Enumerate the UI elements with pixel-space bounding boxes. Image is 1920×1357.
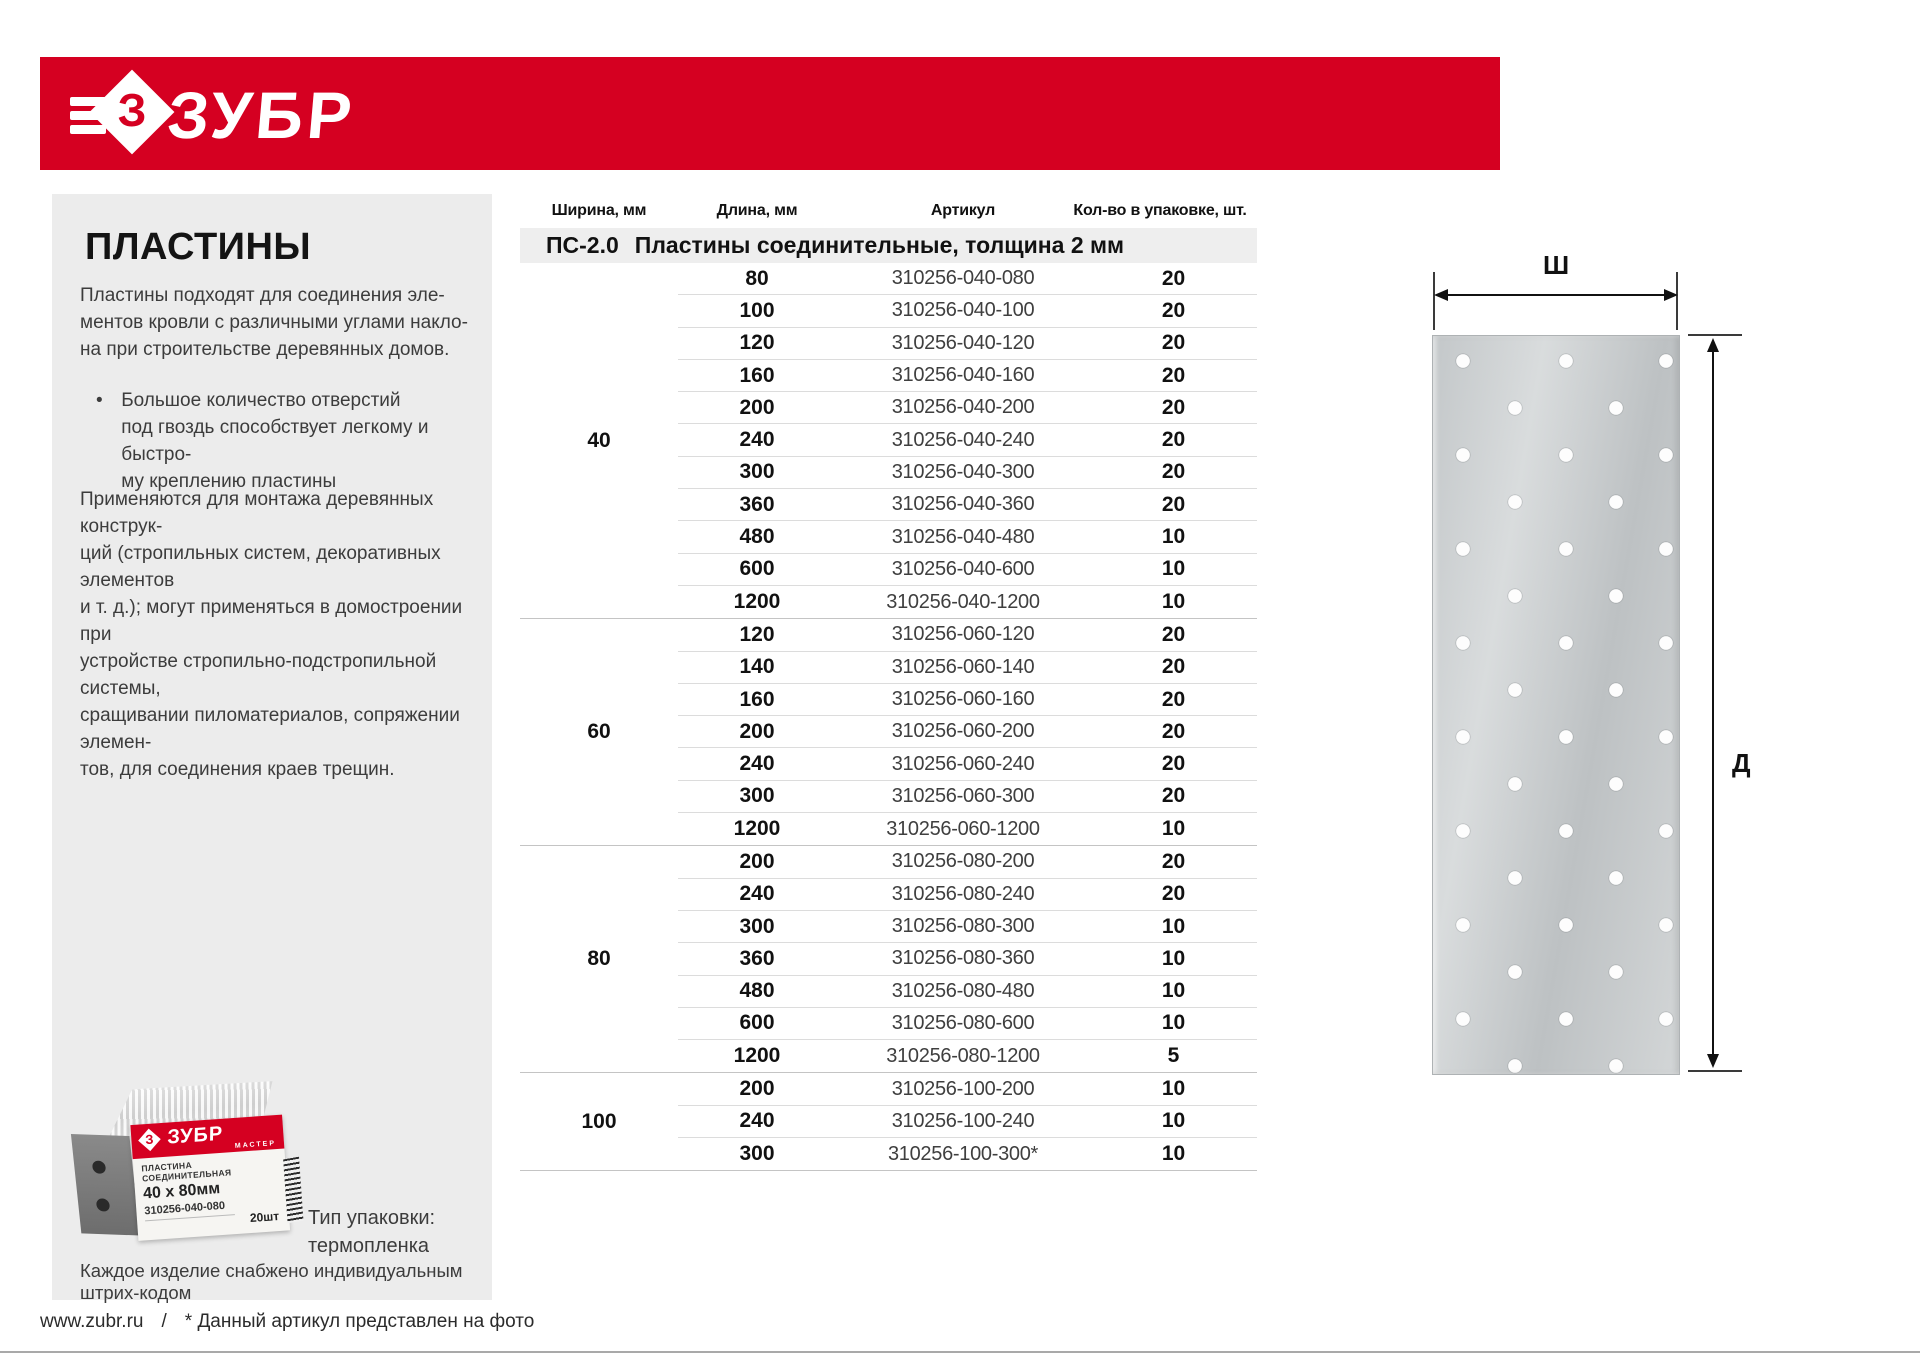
bullet-line: под гвоздь способствует легкому и быстро- (121, 417, 429, 465)
length-cell: 160 (739, 363, 775, 387)
table-body (520, 263, 1257, 1171)
article-cell: 310256-040-080 (891, 267, 1035, 290)
qty-cell: 20 (1161, 363, 1186, 387)
article-cell: 310256-080-200 (891, 850, 1035, 873)
intro-paragraph (80, 282, 468, 363)
bullet-text (121, 387, 492, 495)
section-header-row (520, 228, 1257, 263)
page-title: ПЛАСТИНЫ (85, 226, 312, 268)
article-cell: 310256-100-240 (891, 1109, 1035, 1132)
qty-cell: 10 (1161, 557, 1186, 581)
qty-cell: 20 (1161, 655, 1186, 679)
barcode-note: Каждое изделие снабжено индивидуальным штрих-кодом (80, 1260, 463, 1303)
table-row (678, 943, 1257, 975)
table-row (678, 521, 1257, 553)
article-cell: 310256-100-200 (891, 1077, 1035, 1100)
qty-cell: 10 (1161, 590, 1186, 614)
length-dim-label: Д (1732, 748, 1751, 778)
length-cell: 240 (739, 428, 775, 452)
intro-line: на при строительстве деревянных домов. (80, 339, 450, 360)
width-dim-arrow-left-icon (1434, 289, 1448, 301)
table-row (678, 748, 1257, 780)
zubr-logo-icon (70, 66, 174, 161)
length-cell: 480 (739, 979, 775, 1003)
article-cell: 310256-100-300* (887, 1142, 1039, 1165)
table-row (678, 424, 1257, 456)
width-cell: 100 (581, 1109, 617, 1133)
catalog-table (520, 228, 1257, 1171)
table-row (678, 457, 1257, 489)
description-paragraph (80, 486, 492, 783)
section-code: ПС-2.0 (546, 232, 619, 258)
bullet-line: Большое количество отверстий (121, 390, 401, 411)
qty-cell: 20 (1161, 784, 1186, 808)
description-line: ций (стропильных систем, декоративных элементов (80, 543, 441, 591)
length-cell: 600 (739, 1011, 775, 1035)
table-row (678, 781, 1257, 813)
qty-cell: 10 (1161, 1109, 1186, 1133)
column-header-width: Ширина, мм (551, 202, 647, 219)
qty-cell: 10 (1161, 979, 1186, 1003)
column-header-qty: Кол-во в упаковке, шт. (1073, 202, 1247, 219)
table-row (678, 392, 1257, 424)
table-row (678, 879, 1257, 911)
table-row (678, 652, 1257, 684)
qty-cell: 20 (1161, 752, 1186, 776)
table-group (520, 1072, 1257, 1171)
article-cell: 310256-040-100 (891, 299, 1035, 322)
footnote: * Данный артикул представлен на фото (184, 1311, 535, 1332)
length-cell: 360 (739, 492, 775, 516)
packaging-type-value: термопленка (308, 1235, 430, 1257)
article-cell: 310256-060-240 (891, 752, 1035, 775)
article-cell: 310256-060-300 (891, 784, 1035, 807)
qty-cell: 20 (1161, 395, 1186, 419)
package-product-name: ПЛАСТИНА СОЕДИНИТЕЛЬНАЯ (141, 1159, 232, 1184)
qty-cell: 20 (1161, 882, 1186, 906)
article-cell: 310256-040-600 (891, 557, 1035, 580)
length-cell: 300 (739, 784, 775, 808)
article-cell: 310256-060-200 (891, 720, 1035, 743)
qty-cell: 20 (1161, 428, 1186, 452)
article-cell: 310256-040-240 (891, 428, 1035, 451)
footer (40, 1311, 534, 1333)
table-row (678, 846, 1257, 878)
description-line: тов, для соединения краев трещин. (80, 759, 395, 780)
sidebar (52, 194, 492, 1303)
article-cell: 310256-040-160 (891, 364, 1035, 387)
table-group (520, 618, 1257, 845)
width-cell: 80 (587, 947, 611, 971)
qty-cell: 20 (1161, 266, 1186, 290)
length-dim-arrow-down-icon (1707, 1054, 1719, 1068)
article-cell: 310256-080-600 (891, 1011, 1035, 1034)
packaging-type (308, 1204, 435, 1260)
table-row (678, 263, 1257, 295)
length-cell: 300 (739, 1142, 775, 1166)
group-rows (678, 846, 1257, 1072)
table-row (678, 813, 1257, 845)
length-cell: 160 (739, 687, 775, 711)
logo-z-glyph: З (144, 1131, 154, 1147)
barcode-icon (283, 1157, 303, 1224)
article-cell: 310256-040-480 (891, 525, 1035, 548)
table-row (678, 360, 1257, 392)
qty-cell: 20 (1161, 492, 1186, 516)
column-header-length: Длина, мм (716, 202, 798, 219)
table-row (678, 684, 1257, 716)
product-photo (65, 1070, 312, 1263)
table-row (678, 1040, 1257, 1072)
brand-banner (40, 57, 1500, 170)
length-dim-tick-top (1688, 334, 1742, 336)
article-cell: 310256-060-160 (891, 688, 1035, 710)
description-line: сращивании пиломатериалов, сопряжении элемен- (80, 705, 460, 753)
length-cell: 200 (739, 719, 775, 743)
length-cell: 1200 (733, 1044, 781, 1068)
article-cell: 310256-080-240 (891, 882, 1035, 905)
length-cell: 200 (739, 1077, 775, 1101)
table-row (678, 1073, 1257, 1105)
width-dim-tick-right (1676, 272, 1678, 330)
logo-bar-icon (70, 125, 106, 134)
length-dim-arrow-up-icon (1707, 338, 1719, 352)
table-row (678, 586, 1257, 618)
bullet-dot-icon: • (96, 390, 103, 411)
logo-z-glyph: З (117, 84, 147, 136)
section-title: Пластины соединительные, толщина 2 мм (634, 232, 1125, 258)
width-cell: 60 (587, 720, 611, 744)
package-subbrand: МАСТЕР (234, 1140, 277, 1150)
plate-hole-icon (96, 1198, 110, 1211)
table-row (678, 619, 1257, 651)
table-row (678, 1138, 1257, 1170)
description-line: устройстве стропильно-подстропильной системы, (80, 651, 437, 699)
description-line: Применяются для монтажа деревянных конструк- (80, 489, 434, 537)
plate-hole-icon (92, 1160, 106, 1173)
width-dim-arrow-right-icon (1664, 289, 1678, 301)
article-cell: 310256-040-200 (891, 396, 1035, 419)
length-cell: 200 (739, 849, 775, 873)
article-cell: 310256-040-300 (891, 460, 1035, 483)
qty-cell: 10 (1161, 525, 1186, 549)
length-cell: 240 (739, 882, 775, 906)
qty-cell: 20 (1161, 622, 1186, 646)
package-plate-face (71, 1134, 140, 1235)
width-dim-line (1444, 294, 1668, 296)
qty-cell: 20 (1161, 298, 1186, 322)
width-dim-label: Ш (1543, 250, 1570, 280)
article-cell: 310256-080-300 (891, 915, 1035, 938)
length-dim-line (1712, 350, 1714, 1056)
article-cell: 310256-040-120 (891, 331, 1035, 354)
description-line: и т. д.); могут применяться в домостроении при (80, 597, 463, 645)
table-row (678, 976, 1257, 1008)
article-cell: 310256-040-360 (891, 493, 1035, 516)
intro-line: Пластины подходят для соединения эле- (80, 285, 445, 306)
article-cell: 310256-060-120 (891, 623, 1035, 646)
intro-line: ментов кровли с различными углами накло- (80, 312, 468, 333)
package-brand: ЗУБР (167, 1122, 224, 1149)
group-rows (678, 619, 1257, 845)
column-header-article: Артикул (930, 202, 996, 219)
qty-cell: 20 (1161, 687, 1186, 711)
table-group (520, 845, 1257, 1072)
length-cell: 600 (739, 557, 775, 581)
length-cell: 1200 (733, 590, 781, 614)
table-group (520, 263, 1257, 618)
brand-wordmark: ЗУБР (164, 78, 359, 152)
table-row (678, 295, 1257, 327)
length-cell: 240 (739, 752, 775, 776)
article-cell: 310256-060-140 (891, 655, 1035, 678)
qty-cell: 20 (1161, 460, 1186, 484)
plate-image (1432, 335, 1680, 1075)
length-cell: 240 (739, 1109, 775, 1133)
table-row (678, 554, 1257, 586)
width-dim-tick-left (1433, 272, 1435, 330)
qty-cell: 10 (1161, 1011, 1186, 1035)
table-row (678, 911, 1257, 943)
package-qty: 20шт (249, 1209, 280, 1226)
length-cell: 200 (739, 395, 775, 419)
length-cell: 1200 (733, 817, 781, 841)
table-row (678, 328, 1257, 360)
width-cell: 40 (587, 428, 611, 452)
table-row (678, 489, 1257, 521)
qty-cell: 10 (1161, 817, 1186, 841)
packaging-type-label: Тип упаковки: (308, 1207, 436, 1229)
article-cell: 310256-080-360 (891, 947, 1035, 970)
bottom-rule (0, 1351, 1920, 1353)
bullet-line: му креплению пластины (121, 471, 337, 492)
length-cell: 100 (739, 298, 775, 322)
qty-cell: 5 (1167, 1044, 1180, 1068)
length-cell: 120 (739, 622, 775, 646)
table-row (678, 1008, 1257, 1040)
qty-cell: 10 (1161, 1077, 1186, 1101)
qty-cell: 20 (1161, 849, 1186, 873)
qty-cell: 10 (1161, 946, 1186, 970)
length-cell: 120 (739, 331, 775, 355)
qty-cell: 10 (1161, 914, 1186, 938)
qty-cell: 20 (1161, 331, 1186, 355)
length-cell: 300 (739, 460, 775, 484)
length-cell: 300 (739, 914, 775, 938)
length-dim-tick-bottom (1688, 1070, 1742, 1072)
article-cell: 310256-060-1200 (886, 817, 1040, 840)
length-cell: 360 (739, 946, 775, 970)
feature-bullet (80, 387, 492, 495)
package-size: 40 х 80мм (142, 1180, 221, 1203)
qty-cell: 10 (1161, 1142, 1186, 1166)
group-rows (678, 1073, 1257, 1170)
package-sku: 310256-040-080 (144, 1199, 235, 1221)
article-cell: 310256-080-1200 (886, 1044, 1040, 1067)
table-row (678, 716, 1257, 748)
article-cell: 310256-080-480 (891, 979, 1035, 1002)
length-cell: 140 (739, 655, 775, 679)
qty-cell: 20 (1161, 719, 1186, 743)
footer-separator: / (161, 1311, 167, 1332)
table-row (678, 1106, 1257, 1138)
site-url: www.zubr.ru (40, 1311, 144, 1332)
package-label (130, 1115, 290, 1241)
group-rows (678, 263, 1257, 618)
length-cell: 480 (739, 525, 775, 549)
length-cell: 80 (745, 266, 769, 290)
article-cell: 310256-040-1200 (886, 590, 1040, 613)
